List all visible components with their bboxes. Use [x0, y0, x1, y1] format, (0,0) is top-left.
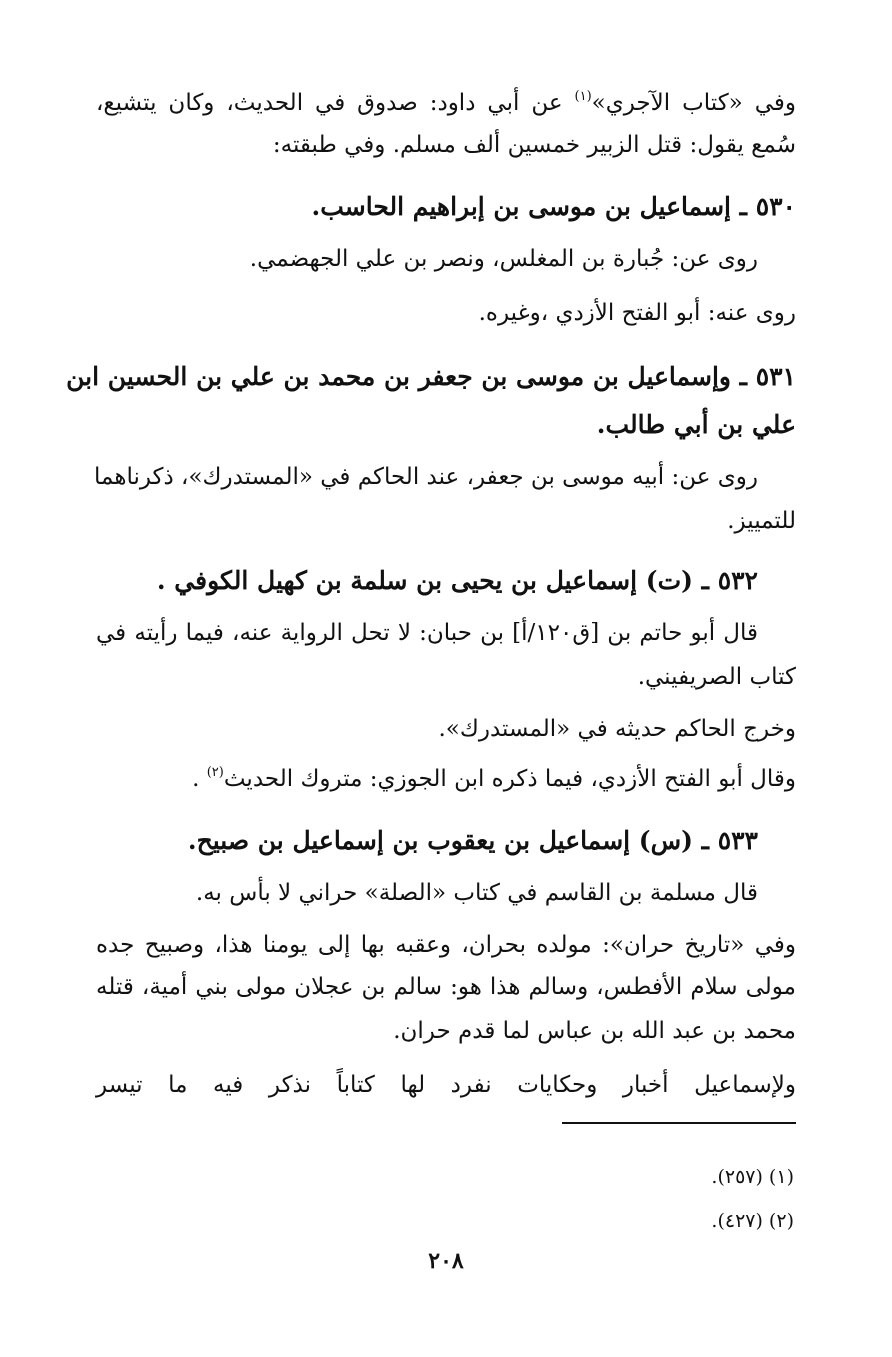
entry-533-paragraph-2-line-3: محمد بن عبد الله بن عباس لما قدم حران. [393, 1018, 796, 1044]
entry-533-paragraph-1: قال مسلمة بن القاسم في كتاب «الصلة» حراني لا بأس به. [195, 880, 758, 906]
paragraph-ajurri-line-1 [96, 86, 796, 120]
entry-530-narrated-by: روى عنه: أبو الفتح الأزدي ،وغيره. [478, 300, 796, 326]
entry-530-heading: ٥٣٠ ـ إسماعيل بن موسى بن إبراهيم الحاسب. [311, 192, 796, 221]
paragraph-ajurri-line-2: سُمع يقول: قتل الزبير خمسين ألف مسلم. وفي طبقته: [272, 132, 796, 158]
entry-530-narrated-from: روى عن: جُبارة بن المغلس، ونصر بن علي الجهضمي. [249, 246, 758, 272]
footnote-ref-2: (٢) [206, 765, 224, 780]
entry-533-paragraph-2-line-1: وفي «تاريخ حران»: مولده بحران، وعقبه بها إلى يومنا هذا، وصبيح جده [96, 932, 796, 958]
footnote-2: (٢) (٤٢٧). [711, 1210, 794, 1232]
entry-532-paragraph-1-line-1: قال أبو حاتم بن [ق١٢٠/أ] بن حبان: لا تحل الرواية عنه، فيما رأيته في [96, 620, 758, 646]
entry-532-paragraph-2: وخرج الحاكم حديثه في «المستدرك». [438, 716, 796, 742]
entry-533-paragraph-3: ولإسماعيل أخبار وحكايات نفرد لها كتاباً نذكر فيه ما تيسر [96, 1072, 796, 1098]
footnote-1: (١) (٢٥٧). [711, 1166, 794, 1188]
entry-532-heading: ٥٣٢ ـ (ت) إسماعيل بن يحيى بن سلمة بن كهيل الكوفي . [156, 566, 758, 595]
text-segment: وفي «كتاب الآجري» [591, 90, 796, 116]
entry-531-narrated-from-line-2: للتمييز. [727, 508, 796, 534]
footnote-ref-1: (١) [574, 89, 592, 104]
text-segment: . [192, 766, 207, 792]
entry-533-heading: ٥٣٣ ـ (س) إسماعيل بن يعقوب بن إسماعيل بن صبيح. [187, 826, 758, 855]
footnote-separator [562, 1122, 796, 1124]
entry-531-heading-line-1: ٥٣١ ـ وإسماعيل بن موسى بن جعفر بن محمد بن علي بن الحسين ابن [66, 362, 796, 391]
entry-532-paragraph-3 [192, 762, 796, 796]
text-segment: عن أبي داود: صدوق في الحديث، وكان يتشيع، [96, 90, 575, 116]
page-number: ٢٠٨ [428, 1248, 464, 1274]
entry-532-paragraph-1-line-2: كتاب الصريفيني. [637, 664, 796, 690]
text-segment: وقال أبو الفتح الأزدي، فيما ذكره ابن الجوزي: متروك الحديث [223, 766, 796, 792]
entry-531-heading-line-2: علي بن أبي طالب. [596, 410, 796, 439]
entry-531-narrated-from-line-1: روى عن: أبيه موسى بن جعفر، عند الحاكم في «المستدرك»، ذكرناهما [94, 464, 758, 490]
entry-533-paragraph-2-line-2: مولى سلام الأفطس، وسالم هذا هو: سالم بن عجلان مولى بني أمية، قتله [96, 974, 796, 1000]
